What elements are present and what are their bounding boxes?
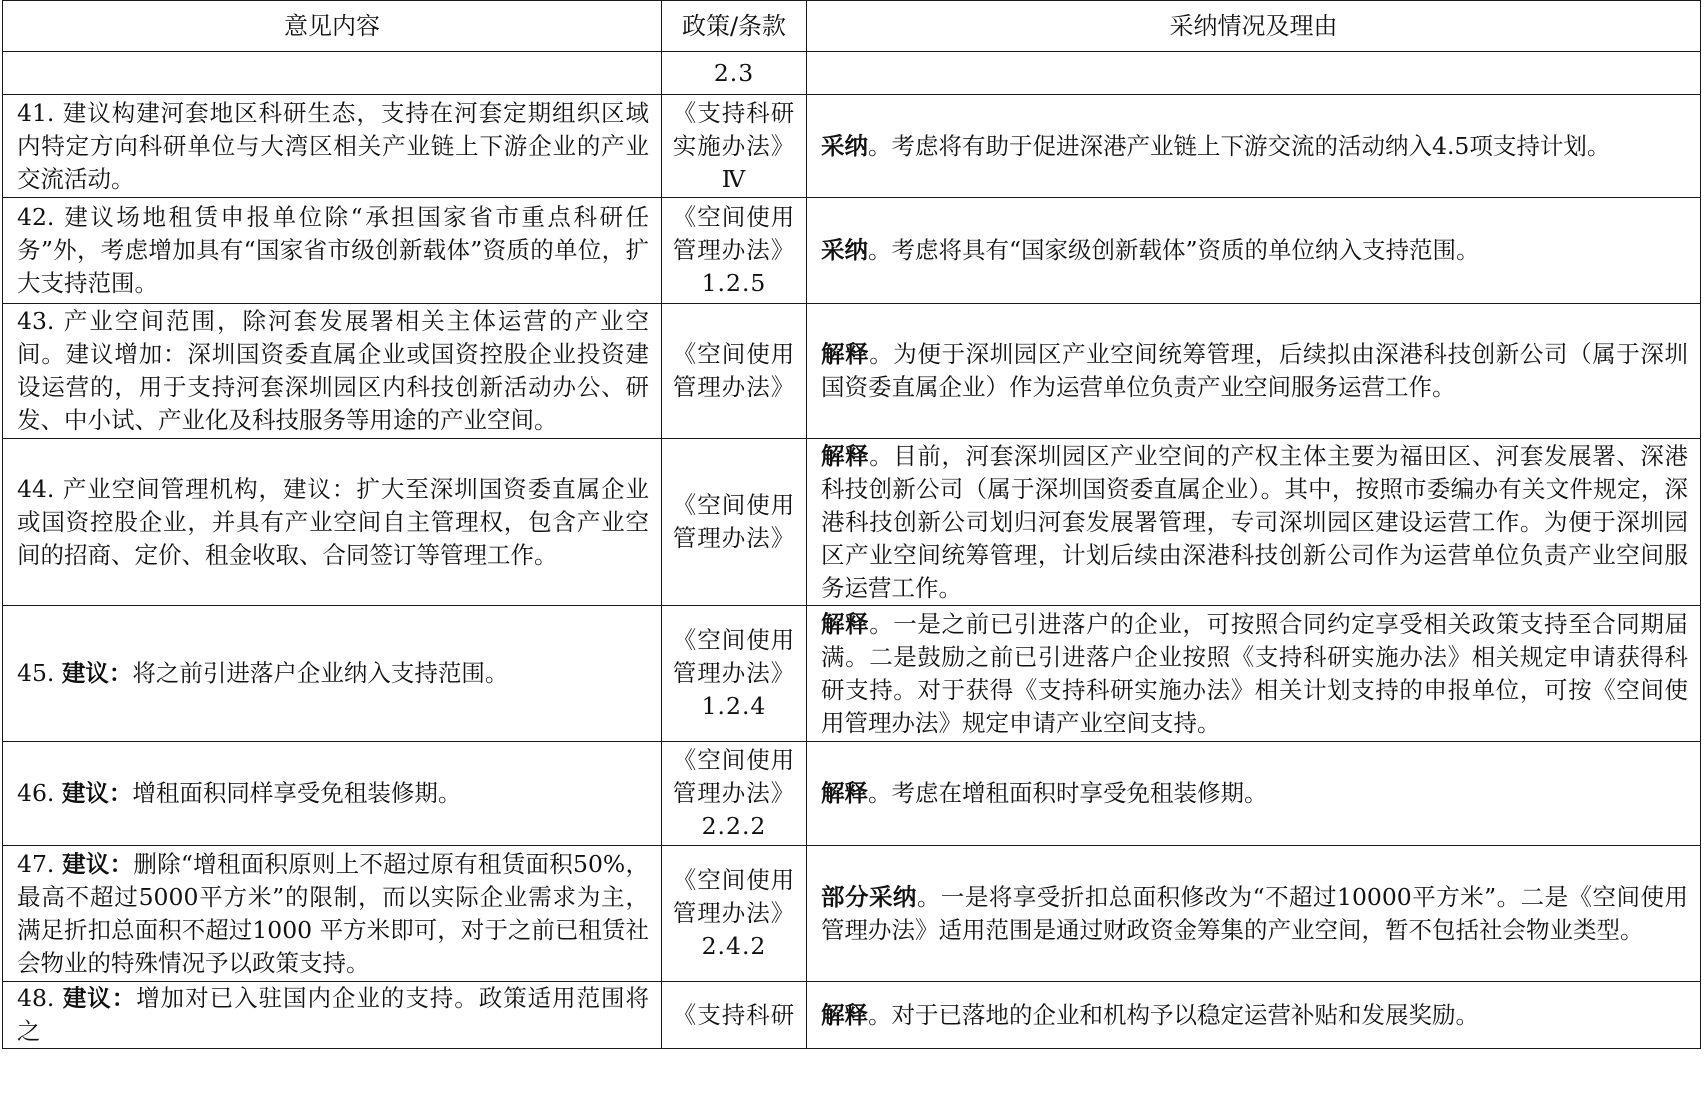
opinion-lead: 建议： — [62, 984, 137, 1012]
policy-line: 《支持科研 — [672, 98, 796, 127]
policy-line: 《空间使用 — [672, 491, 796, 519]
opinion-table — [2, 0, 1701, 1049]
opinion-cell — [3, 52, 662, 95]
policy-line: Ⅳ — [721, 164, 747, 193]
table-row — [3, 95, 1701, 198]
header-opinion: 意见内容 — [3, 1, 662, 52]
response-lead: 解释 — [821, 1000, 868, 1029]
response-cell — [807, 52, 1701, 95]
policy-cell — [662, 606, 807, 742]
opinion-text: 删除“增租面积原则上不超过原有租赁面积50%，最高不超过5000平方米”的限制，而以实际企业需求为主，满足折扣总面积不超过1000 平方米即可，对于之前已租赁社会物业的特殊情况予以政策支持。 — [17, 849, 650, 977]
response-text: 。一是将享受折扣总面积修改为“不超过10000平方米”。二是《空间使用管理办法》适用范围是通过财政资金筹集的产业空间，暂不包括社会物业类型。 — [821, 882, 1688, 944]
policy-cell — [662, 304, 807, 439]
response-lead: 解释 — [821, 340, 870, 368]
response-cell — [807, 198, 1701, 304]
policy-line: 管理办法》 — [672, 779, 796, 807]
table-row — [3, 52, 1701, 95]
response-cell — [807, 742, 1701, 846]
opinion-lead: 建议： — [61, 659, 133, 687]
table-row — [3, 198, 1701, 304]
policy-line: 2.4.2 — [701, 932, 767, 960]
policy-line: 管理办法》 — [672, 899, 796, 927]
response-cell — [807, 982, 1701, 1049]
opinion-lead: 建议： — [61, 779, 133, 807]
policy-cell — [662, 846, 807, 982]
opinion-text: 将之前引进落户企业纳入支持范围。 — [132, 659, 509, 687]
policy-cell — [662, 95, 807, 198]
opinion-cell — [3, 304, 662, 439]
response-text: 。对于已落地的企业和机构予以稳定运营补贴和发展奖励。 — [868, 1000, 1479, 1029]
response-lead: 采纳 — [821, 236, 868, 264]
response-text: 。为便于深圳园区产业空间统筹管理，后续拟由深港科技创新公司（属于深圳国资委直属企业）作为运营单位负责产业空间服务运营工作。 — [821, 340, 1689, 401]
table-row — [3, 982, 1701, 1049]
response-lead: 采纳 — [821, 131, 868, 160]
response-lead: 解释 — [821, 779, 868, 807]
response-lead: 部分采纳 — [821, 882, 917, 911]
opinion-cell — [3, 606, 662, 742]
opinion-number: 47. — [17, 849, 63, 878]
response-text: 。一是之前已引进落户的企业，可按照合同约定享受相关政策支持至合同期届满。二是鼓励之前已引进落户企业按照《支持科研实施办法》相关规定申请获得科研支持。对于获得《支持科研实施办法》相关计划支持的申报单位，可按《空间使用管理办法》规定申请产业空间支持。 — [821, 609, 1689, 737]
opinion-number: 45. — [17, 659, 62, 687]
opinion-number: 41. — [17, 98, 63, 127]
policy-cell — [662, 439, 807, 606]
policy-line: 1.2.4 — [701, 692, 767, 720]
opinion-cell — [3, 982, 662, 1049]
opinion-cell — [3, 95, 662, 198]
table-row — [3, 304, 1701, 439]
opinion-cell — [3, 742, 662, 846]
response-lead: 解释 — [821, 609, 870, 638]
policy-line: 《空间使用 — [672, 203, 796, 231]
policy-cell — [662, 982, 807, 1049]
header-response: 采纳情况及理由 — [807, 1, 1701, 52]
policy-line: 1.2.5 — [701, 269, 767, 297]
policy-line: 管理办法》 — [672, 373, 796, 401]
response-text: 。考虑在增租面积时享受免租装修期。 — [868, 779, 1268, 807]
policy-cell — [662, 198, 807, 304]
opinion-text: 建议场地租赁申报单位除“承担国家省市重点科研任务”外，考虑增加具有“国家省市级创新载体”资质的单位，扩大支持范围。 — [17, 203, 650, 297]
policy-cell — [662, 52, 807, 95]
policy-line: 《支持科研 — [672, 1000, 796, 1029]
response-cell — [807, 606, 1701, 742]
policy-line: 《空间使用 — [672, 746, 796, 774]
table-row — [3, 606, 1701, 742]
opinion-text: 增加对已入驻国内企业的支持。政策适用范围将之 — [17, 984, 650, 1045]
response-lead: 解释 — [821, 441, 870, 470]
opinion-cell — [3, 846, 662, 982]
response-text: 。考虑将有助于促进深港产业链上下游交流的活动纳入4.5项支持计划。 — [868, 131, 1611, 160]
policy-line: 2.2.2 — [701, 812, 767, 840]
policy-line: 2.3 — [713, 58, 755, 87]
opinion-lead: 建议： — [62, 849, 134, 878]
table-row — [3, 846, 1701, 982]
response-cell — [807, 304, 1701, 439]
opinion-text: 建议构建河套地区科研生态，支持在河套定期组织区域内特定方向科研单位与大湾区相关产业链上下游企业的产业交流活动。 — [17, 98, 650, 193]
table-body — [3, 52, 1701, 1049]
policy-line: 《空间使用 — [672, 866, 796, 894]
opinion-number: 43. — [17, 307, 64, 335]
opinion-text: 产业空间范围，除河套发展署相关主体运营的产业空间。建议增加：深圳国资委直属企业或国资控股企业投资建设运营的，用于支持河套深圳园区内科技创新活动办公、研发、中小试、产业化及科技服务等用途的产业空间。 — [17, 307, 650, 434]
opinion-cell — [3, 198, 662, 304]
response-cell — [807, 95, 1701, 198]
policy-line: 《空间使用 — [672, 626, 796, 654]
opinion-number: 42. — [17, 203, 65, 231]
opinion-text: 增租面积同样享受免租装修期。 — [132, 779, 462, 807]
opinion-cell — [3, 439, 662, 606]
policy-line: 《空间使用 — [672, 340, 796, 368]
table-row — [3, 439, 1701, 606]
policy-cell — [662, 742, 807, 846]
response-text: 。目前，河套深圳园区产业空间的产权主体主要为福田区、河套发展署、深港科技创新公司（属于深圳国资委直属企业）。其中，按照市委编办有关文件规定，深港科技创新公司划归河套发展署管理，专司深圳园区建设运营工作。为便于深圳园区产业空间统筹管理，计划后续由深港科技创新公司作为运营单位负责产业空间服务运营工作。 — [821, 441, 1689, 602]
table-header-row — [3, 1, 1701, 52]
policy-line: 实施办法》 — [672, 131, 796, 160]
response-cell — [807, 439, 1701, 606]
opinion-number: 48. — [17, 984, 63, 1012]
policy-line: 管理办法》 — [672, 524, 796, 552]
response-text: 。考虑将具有“国家级创新载体”资质的单位纳入支持范围。 — [868, 236, 1480, 264]
policy-line: 管理办法》 — [672, 659, 796, 687]
response-cell — [807, 846, 1701, 982]
policy-line: 管理办法》 — [672, 236, 796, 264]
opinion-number: 46. — [17, 779, 62, 807]
opinion-number: 44. — [17, 474, 63, 503]
table-row — [3, 742, 1701, 846]
header-policy: 政策/条款 — [662, 1, 807, 52]
opinion-text: 产业空间管理机构，建议：扩大至深圳国资委直属企业或国资控股企业，并具有产业空间自主管理权，包含产业空间的招商、定价、租金收取、合同签订等管理工作。 — [17, 474, 650, 569]
